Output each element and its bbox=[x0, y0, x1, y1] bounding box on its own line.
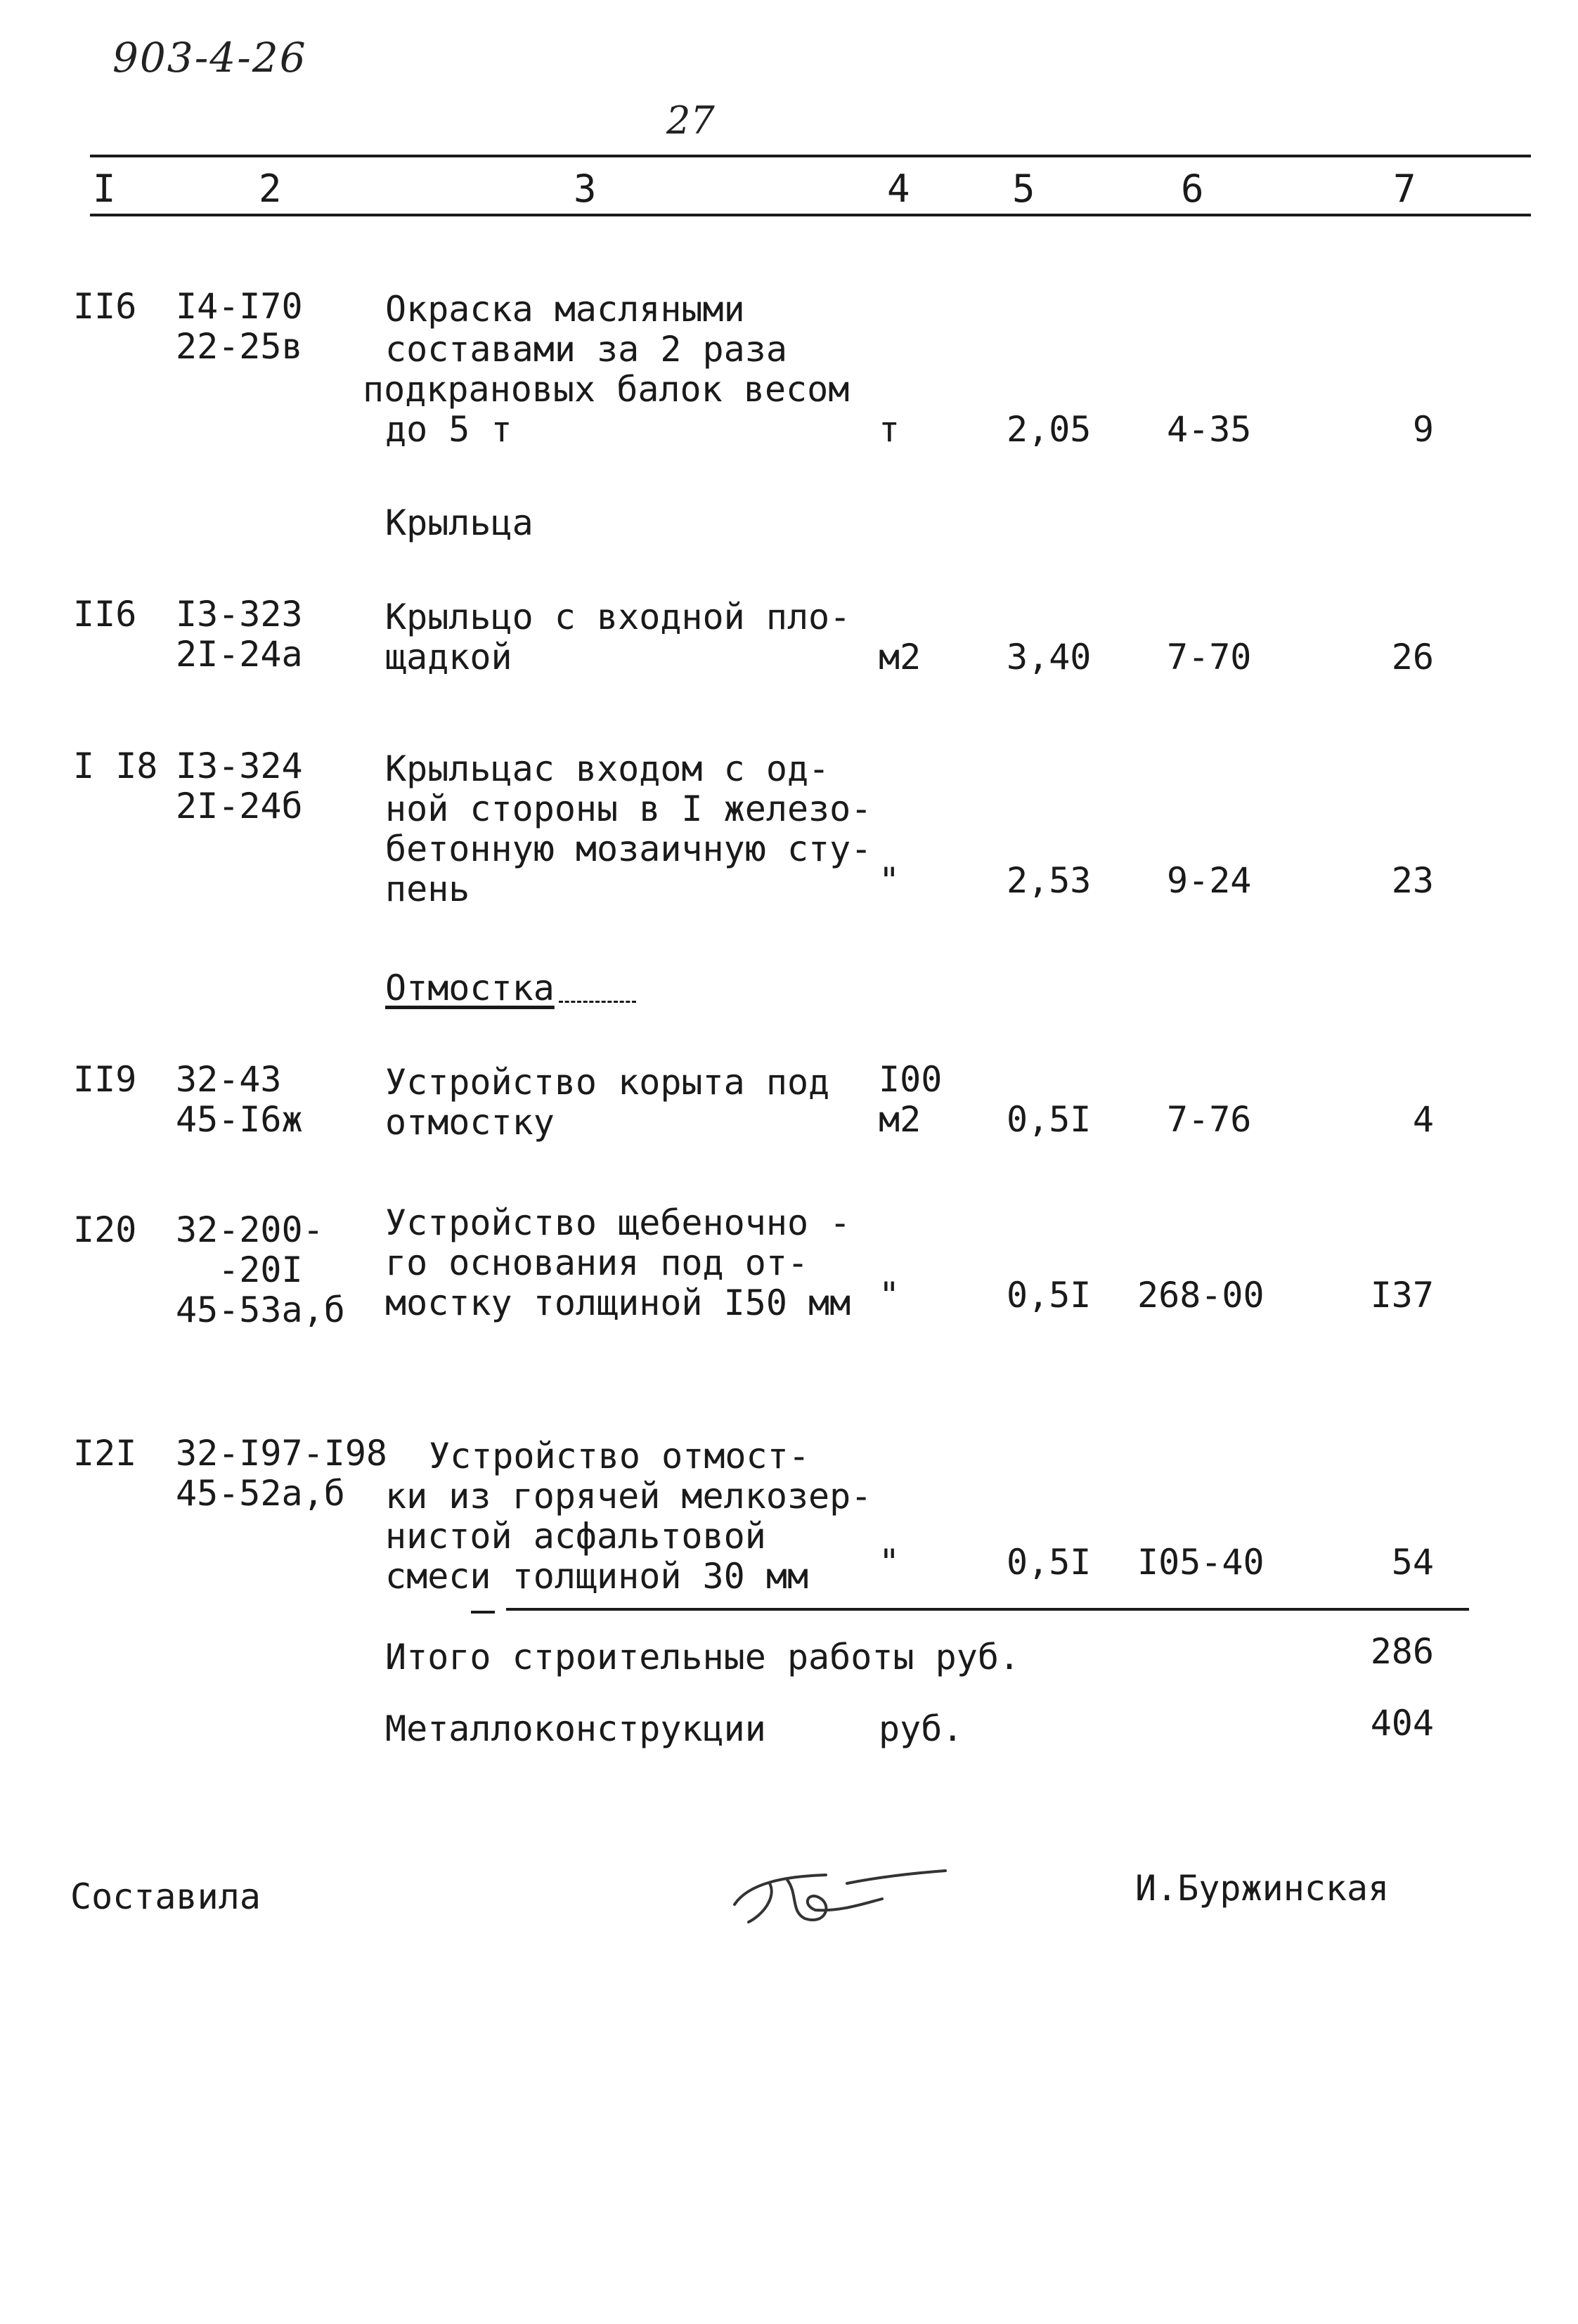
signature bbox=[720, 1855, 952, 1933]
row-description-line: составами за 2 раза bbox=[385, 329, 787, 370]
document-code: 903-4-26 bbox=[112, 34, 307, 82]
row-code-line: 2I-24б bbox=[176, 786, 303, 826]
row-code-line: -20I bbox=[176, 1249, 303, 1290]
row-unit-price: 4-35 bbox=[1167, 409, 1252, 450]
row-number: II9 bbox=[73, 1059, 137, 1100]
row-unit: I00 bbox=[879, 1059, 943, 1100]
row-code-line: 32-200- bbox=[176, 1209, 324, 1250]
column-header-4: 4 bbox=[887, 167, 910, 211]
row-description-line: ной стороны в I железо- bbox=[385, 788, 872, 829]
row-description-line: щадкой bbox=[385, 637, 512, 677]
row-description-line: бетонную мозаичную сту- bbox=[385, 829, 872, 869]
row-unit-price: 7-70 bbox=[1167, 637, 1252, 677]
row-unit: т bbox=[879, 409, 900, 450]
row-quantity: 0,5I bbox=[1007, 1099, 1092, 1140]
row-description-line: смеси толщиной 30 мм bbox=[385, 1556, 809, 1597]
row-description-line: до 5 т bbox=[385, 409, 512, 450]
row-total: 9 bbox=[1412, 409, 1434, 450]
row-code-line: 45-I6ж bbox=[176, 1099, 303, 1140]
row-description-line: Устройство щебеночно - bbox=[385, 1202, 851, 1243]
row-code-line: I3-324 bbox=[176, 746, 303, 786]
total-construction-value: 286 bbox=[1370, 1631, 1434, 1672]
section-title-porches: Крыльца bbox=[385, 502, 533, 543]
page-number: 27 bbox=[666, 98, 715, 143]
row-unit: м2 bbox=[879, 1099, 921, 1140]
row-description-line: отмостку bbox=[385, 1102, 555, 1143]
row-code-line: 32-43 bbox=[176, 1059, 282, 1100]
row-unit-price: 7-76 bbox=[1167, 1099, 1252, 1140]
row-unit: " bbox=[879, 1275, 900, 1316]
row-description-line: мостку толщиной I50 мм bbox=[385, 1283, 851, 1323]
table-header-rule bbox=[90, 214, 1531, 216]
row-total: 23 bbox=[1391, 860, 1434, 901]
row-unit: " bbox=[879, 860, 900, 901]
row-description-line: нистой асфальтовой bbox=[385, 1516, 766, 1557]
totals-rule-dash bbox=[471, 1611, 495, 1614]
row-total: I37 bbox=[1370, 1275, 1434, 1316]
row-quantity: 2,53 bbox=[1007, 860, 1092, 901]
total-metal-unit: руб. bbox=[879, 1708, 964, 1749]
column-header-5: 5 bbox=[1012, 167, 1035, 211]
row-code-line: 22-25в bbox=[176, 326, 303, 367]
column-header-2: 2 bbox=[259, 167, 282, 211]
row-unit-price: 268-00 bbox=[1137, 1275, 1265, 1316]
total-metal-label: Металлоконструкции bbox=[385, 1708, 766, 1749]
row-unit-price: I05-40 bbox=[1137, 1542, 1265, 1583]
row-code-line: 2I-24а bbox=[176, 634, 303, 675]
row-description-line: подкрановых балок весом bbox=[363, 369, 850, 410]
row-code-line: 45-53а,б bbox=[176, 1290, 345, 1330]
compiler-name: И.Буржинская bbox=[1135, 1868, 1390, 1909]
row-description-line: пень bbox=[385, 869, 470, 909]
row-number: II6 bbox=[73, 594, 137, 635]
row-unit: " bbox=[879, 1542, 900, 1583]
table-top-rule bbox=[90, 155, 1531, 157]
row-code-line: 32-I97-I98 bbox=[176, 1433, 388, 1474]
column-header-1: I bbox=[93, 167, 116, 211]
row-description-line: Крыльцас входом с од- bbox=[385, 748, 830, 789]
row-quantity: 0,5I bbox=[1007, 1275, 1092, 1316]
row-number: I2I bbox=[73, 1433, 137, 1474]
column-header-7: 7 bbox=[1393, 167, 1416, 211]
row-total: 4 bbox=[1412, 1099, 1434, 1140]
row-quantity: 3,40 bbox=[1007, 637, 1092, 677]
row-unit: м2 bbox=[879, 637, 921, 677]
row-description-line: го основания под от- bbox=[385, 1242, 809, 1283]
row-description-line: Устройство отмост- bbox=[429, 1436, 810, 1476]
row-number: I20 bbox=[73, 1209, 137, 1250]
row-total: 54 bbox=[1391, 1542, 1434, 1583]
row-quantity: 0,5I bbox=[1007, 1542, 1092, 1583]
row-description-line: ки из горячей мелкозер- bbox=[385, 1476, 872, 1517]
row-description-line: Устройство корыта под bbox=[385, 1062, 830, 1103]
row-description-line: Крыльцо с входной пло- bbox=[385, 597, 851, 637]
row-number: II6 bbox=[73, 286, 137, 327]
total-construction-label: Итого строительные работы руб. bbox=[385, 1637, 1021, 1677]
row-code-line: I3-323 bbox=[176, 594, 303, 635]
row-description-line: Окраска масляными bbox=[385, 289, 745, 330]
column-header-6: 6 bbox=[1181, 167, 1204, 211]
row-number: I I8 bbox=[73, 746, 158, 786]
row-unit-price: 9-24 bbox=[1167, 860, 1252, 901]
column-header-3: 3 bbox=[574, 167, 597, 211]
totals-rule bbox=[506, 1608, 1469, 1611]
section-title-blind-area: Отмостка bbox=[385, 968, 636, 1008]
row-code-line: I4-I70 bbox=[176, 286, 303, 327]
row-code-line: 45-52а,б bbox=[176, 1473, 345, 1514]
compiled-by-label: Составила bbox=[70, 1876, 261, 1917]
row-total: 26 bbox=[1391, 637, 1434, 677]
row-quantity: 2,05 bbox=[1007, 409, 1092, 450]
total-metal-value: 404 bbox=[1370, 1703, 1434, 1744]
